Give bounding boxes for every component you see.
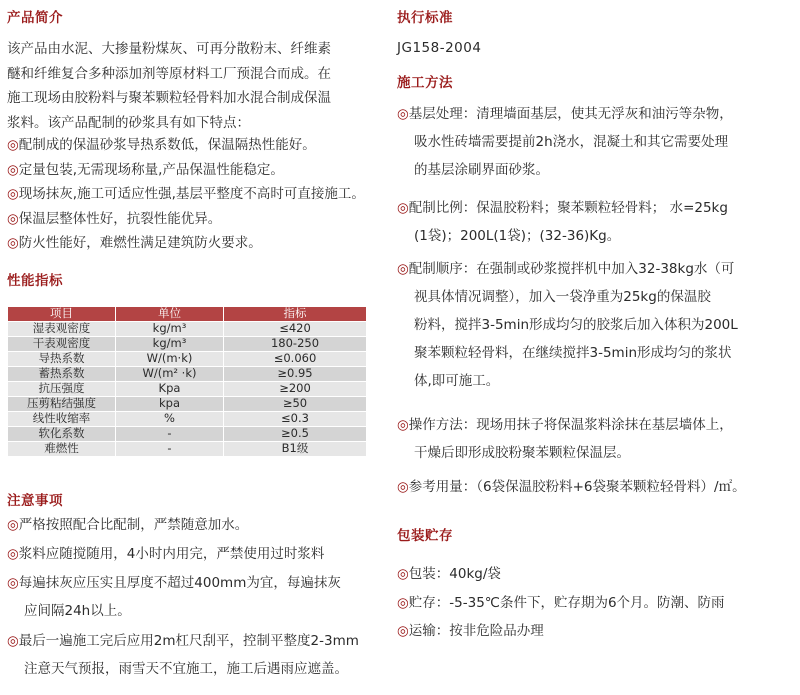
table-row (8, 442, 367, 457)
column-header: 项目 (8, 307, 116, 322)
table-cell: 180-250 (224, 337, 367, 352)
packaging-line: ◎运输：按非危险品办理 (397, 623, 544, 639)
table-cell: Kpa (116, 382, 224, 397)
bullet-icon: ◎ (397, 106, 409, 122)
table-row (8, 337, 367, 352)
feature-item: ◎定量包装,无需现场称量,产品保温性能稳定。 (7, 161, 284, 178)
method-line: 干燥后即形成胶粉聚苯颗粒保温层。 (414, 445, 630, 461)
table-cell: 线性收缩率 (8, 412, 116, 427)
table-cell: 压剪粘结强度 (8, 397, 116, 412)
table-row (8, 322, 367, 337)
bullet-icon: ◎ (7, 186, 19, 202)
table-cell: W/(m·k) (116, 352, 224, 367)
note-item (7, 540, 324, 568)
method-line: 聚苯颗粒轻骨料，在继续搅拌3-5min形成均匀的浆状 (414, 345, 732, 361)
bullet-icon: ◎ (397, 479, 409, 495)
method-line: 的基层涂刷界面砂浆。 (414, 162, 549, 178)
table-cell: 导热系数 (8, 352, 116, 367)
method-heading: 施工方法 (397, 75, 453, 91)
bullet-icon: ◎ (7, 210, 19, 227)
standard-value: JG158-2004 (397, 40, 482, 56)
method-line: ◎配制比例：保温胶粉料；聚苯颗粒轻骨料； 水=25kg (397, 200, 728, 216)
table-cell: - (116, 427, 224, 442)
intro-heading: 产品简介 (7, 10, 63, 26)
table-cell: kg/m³ (116, 337, 224, 352)
table-cell: ≥0.95 (224, 367, 367, 382)
column-header: 单位 (116, 307, 224, 322)
table-cell: W/(m² ·k) (116, 367, 224, 382)
feature-item: ◎配制成的保温砂浆导热系数低，保温隔热性能好。 (7, 137, 316, 153)
table-cell: ≤420 (224, 322, 367, 337)
intro-line: 浆料。该产品配制的砂浆具有如下特点： (7, 114, 250, 131)
note-line: ◎浆料应随搅随用，4小时内用完，严禁使用过时浆料 (7, 546, 325, 562)
packaging-item (397, 589, 725, 617)
packaging-item (397, 560, 501, 588)
intro-paragraph (7, 37, 331, 135)
table-header-row (8, 307, 367, 322)
note-line: 注意天气预报，雨雪天不宜施工，施工后遇雨应遮盖。 (24, 661, 348, 677)
packaging-heading: 包装贮存 (397, 528, 453, 544)
table-row (8, 397, 367, 412)
note-line: 应间隔24h以上。 (24, 603, 131, 619)
standard-heading: 执行标准 (397, 10, 453, 26)
method-item (397, 473, 746, 501)
bullet-icon: ◎ (397, 200, 409, 216)
performance-heading: 性能指标 (7, 273, 63, 289)
table-cell: 干表观密度 (8, 337, 116, 352)
notes-heading: 注意事项 (7, 493, 63, 509)
packaging-line: ◎包装：40kg/袋 (397, 566, 501, 582)
method-item (397, 255, 738, 395)
table-cell: 蓄热系数 (8, 367, 116, 382)
note-item (7, 511, 248, 539)
method-line: ◎操作方法：现场用抹子将保温浆料涂抹在基层墙体上， (397, 417, 733, 433)
note-line: ◎严格按照配合比配制，严禁随意加水。 (7, 517, 249, 533)
table-cell: ≤0.3 (224, 412, 367, 427)
table-cell: kpa (116, 397, 224, 412)
table-row (8, 427, 367, 442)
bullet-icon: ◎ (397, 566, 409, 582)
table-cell: ≤0.060 (224, 352, 367, 367)
table-cell: ≥0.5 (224, 427, 367, 442)
method-line: ◎基层处理：清理墙面基层，使其无浮灰和油污等杂物， (397, 106, 733, 122)
table-row (8, 352, 367, 367)
table-cell: ≥200 (224, 382, 367, 397)
table-cell: 软化系数 (8, 427, 116, 442)
table-cell: 难燃性 (8, 442, 116, 457)
method-line: ◎参考用量：（6袋保温胶粉料+6袋聚苯颗粒轻骨料）/㎡。 (397, 479, 746, 495)
table-row (8, 382, 367, 397)
bullet-icon: ◎ (7, 546, 19, 562)
bullet-icon: ◎ (7, 235, 19, 251)
table-cell: ≥50 (224, 397, 367, 412)
intro-line: 施工现场由胶粉料与聚苯颗粒轻骨料加水混合制成保温 (7, 90, 331, 106)
bullet-icon: ◎ (7, 575, 19, 591)
intro-line: 醚和纤维复合多种添加剂等原材料工厂预混合而成。在 (7, 65, 331, 82)
feature-item: ◎保温层整体性好，抗裂性能优异。 (7, 210, 222, 227)
intro-line: 该产品由水泥、大掺量粉煤灰、可再分散粉末、纤维素 (7, 41, 331, 57)
method-item (397, 411, 733, 467)
feature-item: ◎现场抹灰,施工可适应性强,基层平整度不高时可直接施工。 (7, 186, 365, 202)
note-line: ◎最后一遍施工完后应用2m杠尺刮平，控制平整度2-3mm (7, 633, 359, 649)
packaging-item (397, 617, 544, 645)
table-cell: B1级 (224, 442, 367, 457)
method-line: 吸水性砖墙需要提前2h浇水，混凝土和其它需要处理 (414, 134, 729, 150)
bullet-icon: ◎ (7, 161, 19, 178)
method-line: (1袋)；200L(1袋)；(32-36)Kg。 (414, 228, 621, 244)
bullet-icon: ◎ (397, 261, 409, 277)
performance-table (7, 306, 367, 457)
bullet-icon: ◎ (397, 595, 409, 611)
method-item (397, 100, 733, 184)
column-header: 指标 (224, 307, 367, 322)
table-cell: 湿表观密度 (8, 322, 116, 337)
method-line: 视具体情况调整），加入一袋净重为25kg的保温胶 (414, 289, 711, 305)
bullet-icon: ◎ (397, 623, 409, 639)
note-line: ◎每遍抹灰应压实且厚度不超过400mm为宜，每遍抹灰 (7, 575, 341, 591)
bullet-icon: ◎ (7, 137, 19, 153)
bullet-icon: ◎ (397, 417, 409, 433)
note-item (7, 627, 359, 683)
method-item (397, 194, 728, 250)
note-item (7, 569, 341, 625)
bullet-icon: ◎ (7, 633, 19, 649)
method-line: ◎配制顺序：在强制或砂浆搅拌机中加入32-38kg水（可 (397, 261, 735, 277)
table-cell: kg/m³ (116, 322, 224, 337)
method-line: 体,即可施工。 (414, 373, 500, 389)
bullet-icon: ◎ (7, 517, 19, 533)
feature-list (7, 133, 365, 256)
feature-item: ◎防火性能好，难燃性满足建筑防火要求。 (7, 235, 262, 251)
packaging-line: ◎贮存：-5-35℃条件下，贮存期为6个月。防潮、防雨 (397, 595, 725, 611)
method-line: 粉料，搅拌3-5min形成均匀的胶浆后加入体积为200L (414, 317, 738, 333)
table-cell: - (116, 442, 224, 457)
table-cell: % (116, 412, 224, 427)
table-row (8, 412, 367, 427)
table-row (8, 367, 367, 382)
table-cell: 抗压强度 (8, 382, 116, 397)
